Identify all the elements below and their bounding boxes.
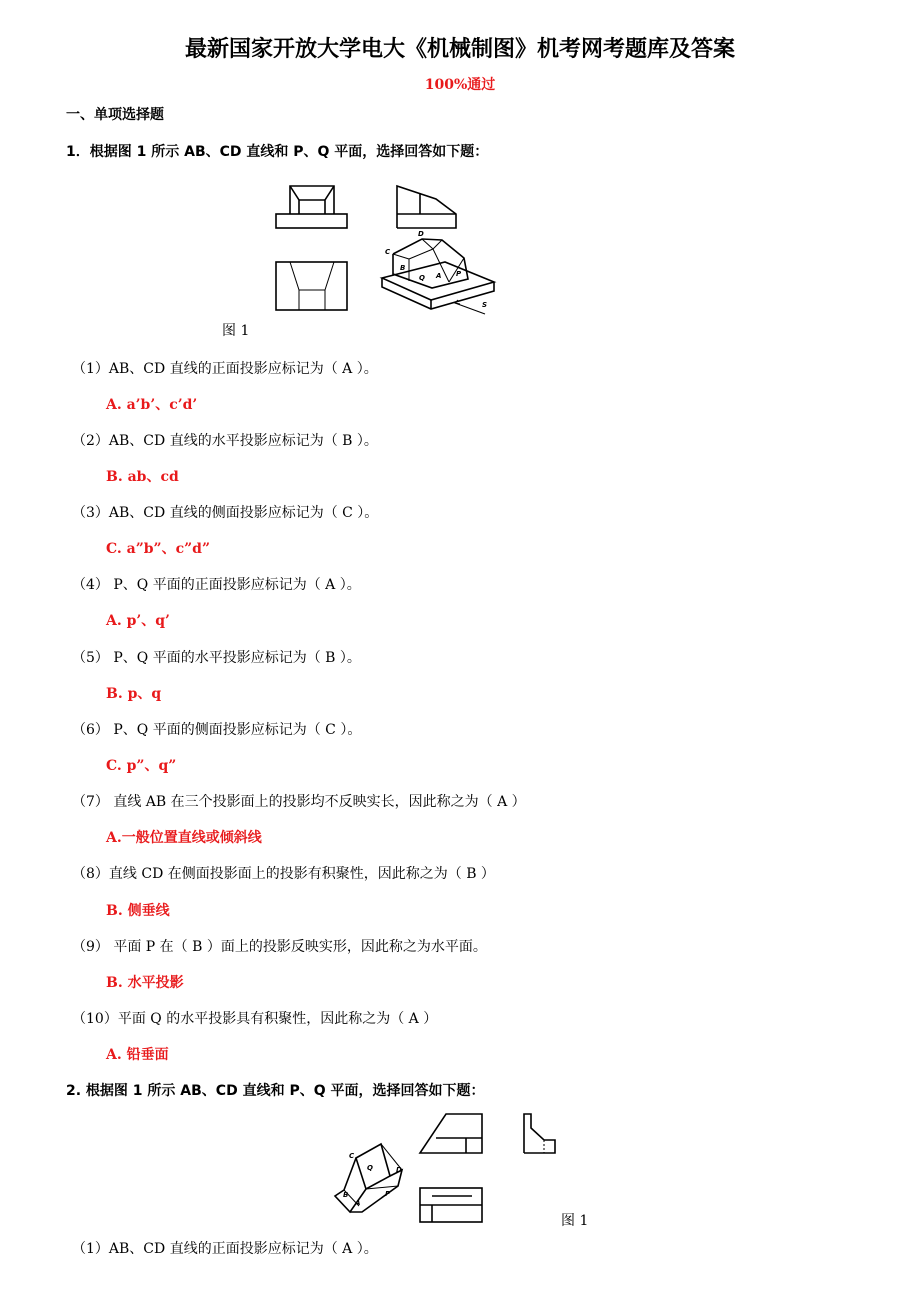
q1-item-9: （9） 平面 P 在（ B ）面上的投影反映实形，因此称之为水平面。	[72, 939, 487, 955]
top-view-drawing	[276, 262, 347, 310]
q2-label-q: Q	[367, 1164, 373, 1172]
document-title: 最新国家开放大学电大《机械制图》机考网考题库及答案	[184, 37, 735, 62]
q2-figure-caption: 图 1	[561, 1213, 589, 1229]
document-subtitle: 100%通过	[424, 77, 496, 93]
q2-top-view-drawing	[420, 1188, 482, 1222]
isometric-drawing	[382, 230, 494, 314]
label-d: D	[418, 230, 424, 238]
q1-item-3: （3）AB、CD 直线的侧面投影应标记为（ C ）。	[72, 505, 379, 521]
q1-answer-3: C. a”b”、c”d”	[106, 541, 211, 557]
q1-answer-9: B. 水平投影	[106, 975, 184, 991]
label-p: P	[456, 270, 462, 278]
q1-item-7: （7） 直线 AB 在三个投影面上的投影均不反映实长，因此称之为（ A ）	[72, 794, 526, 810]
q1-item-4: （4） P、Q 平面的正面投影应标记为（ A ）。	[72, 577, 361, 593]
q2-side-view-drawing	[524, 1114, 555, 1153]
q2-label-c: C	[349, 1152, 355, 1160]
q1-item-8: （8）直线 CD 在侧面投影面上的投影有积聚性，因此称之为（ B ）	[72, 866, 495, 882]
q2-label-a: A	[355, 1199, 361, 1207]
q1-answer-1: A. a’b’、c’d’	[106, 397, 198, 413]
q1-item-10: （10）平面 Q 的水平投影具有积聚性，因此称之为（ A ）	[72, 1011, 438, 1027]
q2-label-b: B	[343, 1191, 349, 1199]
q1-answer-7: A.一般位置直线或倾斜线	[106, 830, 262, 846]
figure-1-caption: 图 1	[222, 323, 250, 339]
q1-answer-4: A. p’、q’	[106, 613, 170, 629]
q1-answer-6: C. p”、q”	[106, 758, 177, 774]
q1-answer-2: B. ab、cd	[106, 469, 179, 485]
q2-item-1: （1）AB、CD 直线的正面投影应标记为（ A ）。	[72, 1241, 378, 1257]
label-c: C	[385, 248, 391, 256]
q1-answer-8: B. 侧垂线	[106, 903, 170, 919]
q2-isometric-drawing	[335, 1144, 402, 1212]
section-heading: 一、单项选择题	[66, 107, 164, 123]
q1-answer-5: B. p、q	[106, 686, 162, 702]
side-view-drawing	[397, 186, 456, 228]
label-b: B	[400, 264, 406, 272]
q1-answer-10: A. 铅垂面	[106, 1047, 169, 1063]
label-a: A	[436, 272, 442, 280]
question-1-stem: 1．根据图 1 所示 AB、CD 直线和 P、Q 平面，选择回答如下题：	[66, 144, 489, 160]
q2-label-p: P	[385, 1190, 391, 1198]
label-q: Q	[419, 274, 425, 282]
q1-item-1: （1）AB、CD 直线的正面投影应标记为（ A ）。	[72, 361, 378, 377]
q1-item-5: （5） P、Q 平面的水平投影应标记为（ B ）。	[72, 650, 361, 666]
question-2-stem: 2. 根据图 1 所示 AB、CD 直线和 P、Q 平面，选择回答如下题：	[66, 1083, 485, 1099]
q1-item-2: （2）AB、CD 直线的水平投影应标记为（ B ）。	[72, 433, 378, 449]
q1-item-6: （6） P、Q 平面的侧面投影应标记为（ C ）。	[72, 722, 362, 738]
label-s: S	[482, 301, 488, 309]
front-view-drawing	[276, 186, 347, 228]
q2-front-view-drawing	[420, 1114, 482, 1153]
q2-label-d: D	[396, 1166, 402, 1174]
